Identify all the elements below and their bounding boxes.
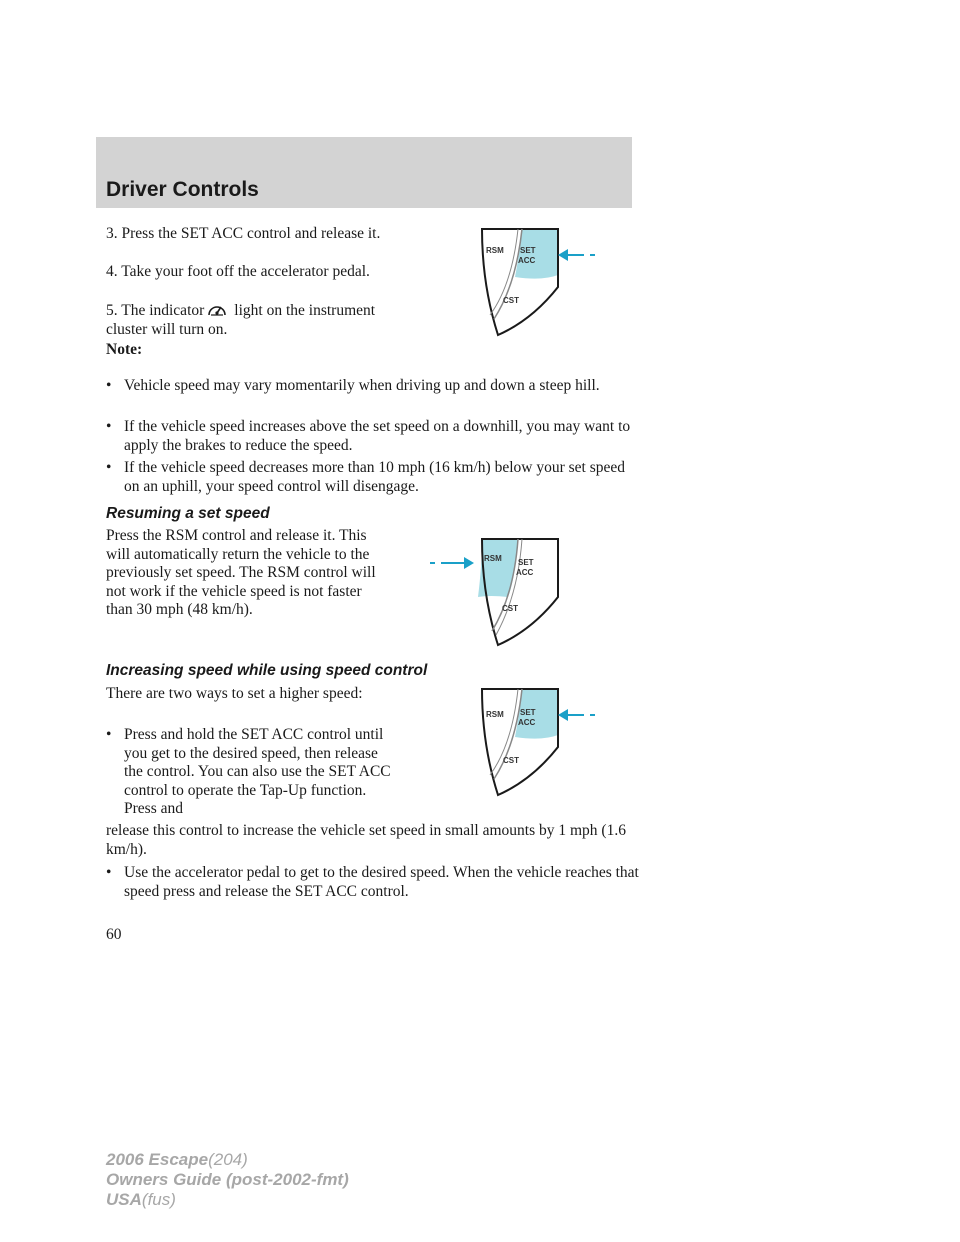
pointer-arrow-right — [430, 557, 474, 569]
increase-intro: There are two ways to set a higher speed: — [106, 685, 363, 702]
footer-line-3: USA(fus) — [106, 1190, 176, 1209]
resume-text: Press the RSM control and release it. This will automatically return the vehicle to the previously set speed. The RSM control will not work if the vehicle speed is not faster than 30 mph (48 km/h). — [106, 527, 376, 618]
rsm-label: RSM — [484, 554, 502, 563]
acc-label: ACC — [518, 256, 536, 265]
resume-heading: Resuming a set speed — [106, 505, 270, 522]
set-acc-diagram-2 — [470, 675, 610, 800]
step-5 — [106, 302, 396, 339]
increase-bullet-1: • Press and hold the SET ACC control until you get to the desired speed, then release the control. You can also use the SET ACC control to operate the Tap-Up function. Press and — [106, 726, 391, 817]
footer — [106, 1150, 349, 1210]
increase-bullet-2: • Use the accelerator pedal to get to the desired speed. When the vehicle reaches that speed press and release the SET ACC control. — [106, 864, 639, 900]
step-4: 4. Take your foot off the accelerator pedal. — [106, 263, 370, 280]
set-label: SET — [520, 708, 536, 717]
cst-label: CST — [502, 604, 518, 613]
increase-bullet-1-continued: release this control to increase the vehicle set speed in small amounts by 1 mph (1.6 km/h). — [106, 822, 626, 858]
note-bullet-3: • If the vehicle speed decreases more than 10 mph (16 km/h) below your set speed on an uphill, your speed control will disengage. — [106, 459, 626, 495]
pointer-arrow-left — [558, 249, 595, 261]
pointer-arrow-left — [558, 709, 595, 721]
set-label: SET — [518, 558, 534, 567]
set-label: SET — [520, 246, 536, 255]
acc-label: ACC — [518, 718, 536, 727]
set-acc-diagram-1 — [470, 215, 610, 340]
increase-heading: Increasing speed while using speed control — [106, 662, 428, 679]
step-3: 3. Press the SET ACC control and release it. — [106, 225, 381, 242]
step-5-pre: 5. The indicator — [106, 302, 205, 319]
note-bullet-1: • Vehicle speed may vary momentarily when driving up and down a steep hill. — [106, 377, 600, 394]
rsm-label: RSM — [486, 710, 504, 719]
acc-label: ACC — [516, 568, 534, 577]
cst-label: CST — [503, 756, 519, 765]
note-bullet-2: • If the vehicle speed increases above the set speed on a downhill, you may want to apply the brakes to reduce the speed. — [106, 418, 631, 454]
rsm-label: RSM — [486, 246, 504, 255]
speed-control-indicator-icon — [206, 302, 228, 318]
rsm-diagram — [420, 525, 560, 650]
cst-label: CST — [503, 296, 519, 305]
note-label: Note: — [106, 341, 143, 358]
footer-line-2: Owners Guide (post-2002-fmt) — [106, 1170, 349, 1189]
page-number: 60 — [106, 926, 122, 943]
step-5-post: light on the instrument cluster will turn on. — [106, 302, 376, 338]
footer-line-1: 2006 Escape(204) — [106, 1150, 248, 1169]
page-title: Driver Controls — [106, 178, 259, 201]
